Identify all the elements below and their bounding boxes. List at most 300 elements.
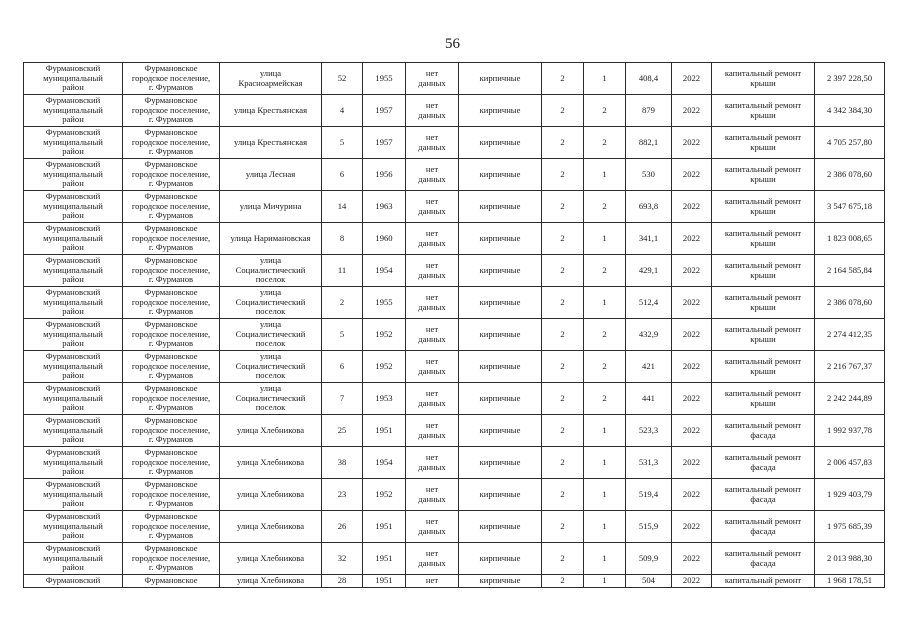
cell-line: нет <box>425 259 439 270</box>
wall-material-cell: кирпичные <box>459 511 542 543</box>
status-cell <box>406 415 459 447</box>
cell-line: Социалистический <box>235 392 306 403</box>
cell-line: г. Фурманов <box>148 402 194 413</box>
build-year-cell: 1954 <box>363 255 406 287</box>
floors-cell: 2 <box>542 511 584 543</box>
status-cell <box>406 575 459 588</box>
build-year-cell: 1957 <box>363 95 406 127</box>
cell-line: муниципальный <box>43 520 103 531</box>
work-type-cell <box>712 287 815 319</box>
cell-line: данных <box>418 557 446 568</box>
cell-line: муниципальный <box>43 456 103 467</box>
cell-line: Фурмановский <box>45 255 101 266</box>
plan-year-cell: 2022 <box>672 511 712 543</box>
cost-cell: 1 929 403,79 <box>815 479 885 511</box>
cell-line: г. Фурманов <box>148 210 194 221</box>
cell-line: крыши <box>750 301 776 312</box>
work-type-cell <box>712 575 815 588</box>
settlement-cell <box>123 575 220 588</box>
cell-line: городское поселение, <box>131 552 211 563</box>
area-cell: 441 <box>626 383 672 415</box>
table-row <box>24 159 885 191</box>
cell-line: Красноармейская <box>238 77 303 88</box>
cell-line: улица Хлебникова <box>236 552 305 563</box>
cell-line: данных <box>418 333 446 344</box>
street-cell <box>220 415 322 447</box>
cell-line: улица <box>259 351 282 362</box>
cell-line: нет <box>425 99 439 110</box>
cell-line: капитальный ремонт <box>724 99 802 110</box>
district-cell <box>24 351 123 383</box>
plan-year-cell: 2022 <box>672 191 712 223</box>
table-row <box>24 287 885 319</box>
cell-line: городское поселение, <box>131 520 211 531</box>
cell-line: нет <box>425 67 439 78</box>
cell-line: городское поселение, <box>131 488 211 499</box>
area-cell: 341,1 <box>626 223 672 255</box>
entrances-cell: 1 <box>584 63 626 95</box>
entrances-cell: 1 <box>584 223 626 255</box>
build-year-cell: 1960 <box>363 223 406 255</box>
cell-line: Фурмановское <box>144 223 198 234</box>
cell-line: Фурмановское <box>144 415 198 426</box>
wall-material-cell: кирпичные <box>459 319 542 351</box>
cell-line: капитальный ремонт <box>724 291 802 302</box>
plan-year-cell: 2022 <box>672 415 712 447</box>
table-row <box>24 543 885 575</box>
cell-line: городское поселение, <box>131 104 211 115</box>
district-cell <box>24 511 123 543</box>
build-year-cell: 1951 <box>363 415 406 447</box>
housing-repair-table <box>23 62 885 588</box>
entrances-cell: 2 <box>584 351 626 383</box>
cell-line: муниципальный <box>43 168 103 179</box>
work-type-cell <box>712 159 815 191</box>
work-type-cell <box>712 63 815 95</box>
house-number-cell: 5 <box>322 127 363 159</box>
cell-line: Фурмановский <box>45 479 101 490</box>
wall-material-cell: кирпичные <box>459 127 542 159</box>
area-cell: 531,3 <box>626 447 672 479</box>
status-cell <box>406 287 459 319</box>
cell-line: Социалистический <box>235 296 306 307</box>
cost-cell: 2 006 457,83 <box>815 447 885 479</box>
table-row <box>24 351 885 383</box>
table-row <box>24 575 885 588</box>
settlement-cell <box>123 63 220 95</box>
cell-line: Фурмановский <box>45 575 101 585</box>
cell-line: городское поселение, <box>131 264 211 275</box>
status-cell <box>406 63 459 95</box>
wall-material-cell: кирпичные <box>459 575 542 588</box>
street-cell <box>220 191 322 223</box>
status-cell <box>406 351 459 383</box>
house-number-cell: 25 <box>322 415 363 447</box>
cell-line: капитальный ремонт <box>724 547 802 558</box>
build-year-cell: 1952 <box>363 479 406 511</box>
settlement-cell <box>123 95 220 127</box>
cell-line: район <box>62 402 84 413</box>
cell-line: улица Хлебникова <box>236 456 305 467</box>
settlement-cell <box>123 543 220 575</box>
cell-line: нет <box>425 419 439 430</box>
district-cell <box>24 255 123 287</box>
floors-cell: 2 <box>542 287 584 319</box>
cell-line: муниципальный <box>43 552 103 563</box>
cost-cell: 2 386 078,60 <box>815 159 885 191</box>
status-cell <box>406 159 459 191</box>
house-number-cell: 32 <box>322 543 363 575</box>
cell-line: муниципальный <box>43 488 103 499</box>
plan-year-cell: 2022 <box>672 127 712 159</box>
district-cell <box>24 223 123 255</box>
cell-line: Социалистический <box>235 360 306 371</box>
district-cell <box>24 95 123 127</box>
floors-cell: 2 <box>542 351 584 383</box>
district-cell <box>24 479 123 511</box>
street-cell <box>220 95 322 127</box>
cell-line: г. Фурманов <box>148 370 194 381</box>
cell-line: крыши <box>750 269 776 280</box>
cell-line: крыши <box>750 77 776 88</box>
work-type-cell <box>712 127 815 159</box>
cost-cell: 1 823 008,65 <box>815 223 885 255</box>
page-number: 56 <box>445 36 460 52</box>
cell-line: фасада <box>750 557 776 568</box>
house-number-cell: 23 <box>322 479 363 511</box>
street-cell <box>220 159 322 191</box>
cell-line: данных <box>418 429 446 440</box>
work-type-cell <box>712 511 815 543</box>
cell-line: капитальный ремонт <box>724 227 802 238</box>
floors-cell: 2 <box>542 319 584 351</box>
district-cell <box>24 543 123 575</box>
cell-line: капитальный ремонт <box>724 451 802 462</box>
cell-line: Фурмановский <box>45 287 101 298</box>
table-row <box>24 447 885 479</box>
cell-line: капитальный ремонт <box>724 483 802 494</box>
table-row <box>24 319 885 351</box>
cell-line: муниципальный <box>43 328 103 339</box>
cell-line: Фурмановский <box>45 319 101 330</box>
entrances-cell: 1 <box>584 287 626 319</box>
district-cell <box>24 287 123 319</box>
cell-line: данных <box>418 269 446 280</box>
cell-line: нет <box>425 547 439 558</box>
cell-line: Фурмановское <box>144 63 198 74</box>
cell-line: муниципальный <box>43 264 103 275</box>
cost-cell: 2 216 767,37 <box>815 351 885 383</box>
plan-year-cell: 2022 <box>672 575 712 588</box>
build-year-cell: 1952 <box>363 351 406 383</box>
cell-line: нет <box>425 515 439 526</box>
cost-cell: 2 386 078,60 <box>815 287 885 319</box>
cell-line: муниципальный <box>43 424 103 435</box>
cell-line: улица Крестьянская <box>233 136 308 147</box>
street-cell <box>220 255 322 287</box>
cell-line: улица Хлебникова <box>236 488 305 499</box>
cell-line: Фурмановский <box>45 447 101 458</box>
area-cell: 515,9 <box>626 511 672 543</box>
cost-cell: 1 968 178,51 <box>815 575 885 588</box>
cell-line: улица Мичурина <box>239 200 302 211</box>
cell-line: Фурмановский <box>45 127 101 138</box>
street-cell <box>220 383 322 415</box>
cell-line: нет <box>425 163 439 174</box>
cell-line: Фурмановский <box>45 95 101 106</box>
work-type-cell <box>712 479 815 511</box>
street-cell <box>220 511 322 543</box>
cell-line: городское поселение, <box>131 424 211 435</box>
settlement-cell <box>123 191 220 223</box>
area-cell: 432,9 <box>626 319 672 351</box>
cell-line: поселок <box>255 338 286 349</box>
floors-cell: 2 <box>542 383 584 415</box>
cell-line: фасада <box>750 493 776 504</box>
cell-line: Фурмановское <box>144 255 198 266</box>
plan-year-cell: 2022 <box>672 383 712 415</box>
cell-line: г. Фурманов <box>148 114 194 125</box>
cell-line: муниципальный <box>43 200 103 211</box>
cell-line: городское поселение, <box>131 360 211 371</box>
cell-line: Фурмановское <box>144 287 198 298</box>
work-type-cell <box>712 415 815 447</box>
cost-cell: 2 397 228,50 <box>815 63 885 95</box>
district-cell <box>24 127 123 159</box>
cell-line: Фурмановское <box>144 191 198 202</box>
cell-line: нет <box>425 355 439 366</box>
cell-line: район <box>62 498 84 509</box>
cell-line: городское поселение, <box>131 200 211 211</box>
cell-line: г. Фурманов <box>148 82 194 93</box>
settlement-cell <box>123 479 220 511</box>
work-type-cell <box>712 447 815 479</box>
cell-line: поселок <box>255 274 286 285</box>
cell-line: муниципальный <box>43 296 103 307</box>
area-cell: 879 <box>626 95 672 127</box>
cell-line: район <box>62 370 84 381</box>
area-cell: 693,8 <box>626 191 672 223</box>
cell-line: фасада <box>750 429 776 440</box>
house-number-cell: 28 <box>322 575 363 588</box>
cell-line: Фурмановское <box>144 383 198 394</box>
cell-line: капитальный ремонт <box>724 515 802 526</box>
house-number-cell: 52 <box>322 63 363 95</box>
cell-line: Фурмановское <box>144 511 198 522</box>
area-cell: 421 <box>626 351 672 383</box>
house-number-cell: 4 <box>322 95 363 127</box>
build-year-cell: 1951 <box>363 543 406 575</box>
wall-material-cell: кирпичные <box>459 287 542 319</box>
cell-line: крыши <box>750 365 776 376</box>
plan-year-cell: 2022 <box>672 447 712 479</box>
settlement-cell <box>123 447 220 479</box>
work-type-cell <box>712 191 815 223</box>
house-number-cell: 8 <box>322 223 363 255</box>
cell-line: данных <box>418 205 446 216</box>
cell-line: район <box>62 82 84 93</box>
plan-year-cell: 2022 <box>672 95 712 127</box>
district-cell <box>24 447 123 479</box>
cell-line: г. Фурманов <box>148 466 194 477</box>
cell-line: район <box>62 434 84 445</box>
cost-cell: 1 975 685,39 <box>815 511 885 543</box>
cell-line: поселок <box>255 306 286 317</box>
cell-line: район <box>62 338 84 349</box>
cell-line: нет <box>425 483 439 494</box>
build-year-cell: 1951 <box>363 575 406 588</box>
cell-line: район <box>62 466 84 477</box>
build-year-cell: 1951 <box>363 511 406 543</box>
district-cell <box>24 575 123 588</box>
cost-cell: 2 164 585,84 <box>815 255 885 287</box>
cost-cell: 2 242 244,89 <box>815 383 885 415</box>
plan-year-cell: 2022 <box>672 351 712 383</box>
cell-line: г. Фурманов <box>148 562 194 573</box>
cell-line: г. Фурманов <box>148 178 194 189</box>
cell-line: г. Фурманов <box>148 498 194 509</box>
cell-line: данных <box>418 237 446 248</box>
cell-line: улица Хлебникова <box>236 424 305 435</box>
cell-line: нет <box>425 323 439 334</box>
plan-year-cell: 2022 <box>672 479 712 511</box>
area-cell: 509,9 <box>626 543 672 575</box>
cell-line: Фурмановское <box>144 319 198 330</box>
cell-line: капитальный ремонт <box>724 195 802 206</box>
cell-line: данных <box>418 525 446 536</box>
street-cell <box>220 127 322 159</box>
work-type-cell <box>712 383 815 415</box>
floors-cell: 2 <box>542 63 584 95</box>
street-cell <box>220 319 322 351</box>
settlement-cell <box>123 127 220 159</box>
entrances-cell: 2 <box>584 95 626 127</box>
wall-material-cell: кирпичные <box>459 159 542 191</box>
wall-material-cell: кирпичные <box>459 383 542 415</box>
cell-line: Фурмановское <box>144 575 198 585</box>
cell-line: нет <box>425 195 439 206</box>
floors-cell: 2 <box>542 479 584 511</box>
work-type-cell <box>712 223 815 255</box>
cell-line: г. Фурманов <box>148 242 194 253</box>
status-cell <box>406 479 459 511</box>
street-cell <box>220 575 322 588</box>
floors-cell: 2 <box>542 447 584 479</box>
cost-cell: 4 342 384,30 <box>815 95 885 127</box>
cell-line: муниципальный <box>43 360 103 371</box>
table-row <box>24 479 885 511</box>
cell-line: поселок <box>255 370 286 381</box>
table-row <box>24 63 885 95</box>
cell-line: Фурмановское <box>144 543 198 554</box>
settlement-cell <box>123 511 220 543</box>
settlement-cell <box>123 223 220 255</box>
area-cell: 882,1 <box>626 127 672 159</box>
cell-line: капитальный ремонт <box>724 387 802 398</box>
settlement-cell <box>123 319 220 351</box>
status-cell <box>406 127 459 159</box>
work-type-cell <box>712 543 815 575</box>
cell-line: Фурмановское <box>144 95 198 106</box>
cell-line: г. Фурманов <box>148 338 194 349</box>
floors-cell: 2 <box>542 127 584 159</box>
build-year-cell: 1957 <box>363 127 406 159</box>
entrances-cell: 2 <box>584 255 626 287</box>
cell-line: улица Наримановская <box>230 232 311 243</box>
cell-line: крыши <box>750 333 776 344</box>
cell-line: данных <box>418 365 446 376</box>
floors-cell: 2 <box>542 255 584 287</box>
floors-cell: 2 <box>542 159 584 191</box>
house-number-cell: 6 <box>322 351 363 383</box>
cell-line: Фурмановский <box>45 159 101 170</box>
cell-line: данных <box>418 141 446 152</box>
settlement-cell <box>123 383 220 415</box>
cell-line: муниципальный <box>43 72 103 83</box>
wall-material-cell: кирпичные <box>459 543 542 575</box>
cell-line: нет <box>425 227 439 238</box>
build-year-cell: 1955 <box>363 63 406 95</box>
status-cell <box>406 383 459 415</box>
cell-line: капитальный ремонт <box>724 419 802 430</box>
plan-year-cell: 2022 <box>672 319 712 351</box>
cell-line: данных <box>418 109 446 120</box>
cell-line: данных <box>418 493 446 504</box>
house-number-cell: 7 <box>322 383 363 415</box>
cell-line: улица <box>259 255 282 266</box>
cell-line: городское поселение, <box>131 456 211 467</box>
cell-line: капитальный ремонт <box>724 259 802 270</box>
cell-line: крыши <box>750 141 776 152</box>
cell-line: поселок <box>255 402 286 413</box>
wall-material-cell: кирпичные <box>459 63 542 95</box>
cell-line: капитальный ремонт <box>724 67 802 78</box>
entrances-cell: 2 <box>584 127 626 159</box>
cell-line: Фурмановский <box>45 543 101 554</box>
cell-line: крыши <box>750 205 776 216</box>
work-type-cell <box>712 95 815 127</box>
area-cell: 530 <box>626 159 672 191</box>
cell-line: капитальный ремонт <box>724 163 802 174</box>
cell-line: улица Хлебникова <box>236 520 305 531</box>
cost-cell: 3 547 675,18 <box>815 191 885 223</box>
entrances-cell: 1 <box>584 543 626 575</box>
district-cell <box>24 383 123 415</box>
cell-line: улица <box>259 67 282 78</box>
cell-line: крыши <box>750 237 776 248</box>
area-cell: 408,4 <box>626 63 672 95</box>
cell-line: улица Крестьянская <box>233 104 308 115</box>
cell-line: улица Лесная <box>245 168 296 179</box>
wall-material-cell: кирпичные <box>459 223 542 255</box>
cell-line: Фурмановский <box>45 63 101 74</box>
cell-line: Фурмановский <box>45 511 101 522</box>
table-row <box>24 191 885 223</box>
cell-line: район <box>62 306 84 317</box>
plan-year-cell: 2022 <box>672 255 712 287</box>
area-cell: 519,4 <box>626 479 672 511</box>
build-year-cell: 1952 <box>363 319 406 351</box>
wall-material-cell: кирпичные <box>459 95 542 127</box>
plan-year-cell: 2022 <box>672 223 712 255</box>
area-cell: 504 <box>626 575 672 588</box>
district-cell <box>24 159 123 191</box>
wall-material-cell: кирпичные <box>459 415 542 447</box>
status-cell <box>406 543 459 575</box>
cell-line: муниципальный <box>43 104 103 115</box>
table-row <box>24 415 885 447</box>
entrances-cell: 1 <box>584 447 626 479</box>
